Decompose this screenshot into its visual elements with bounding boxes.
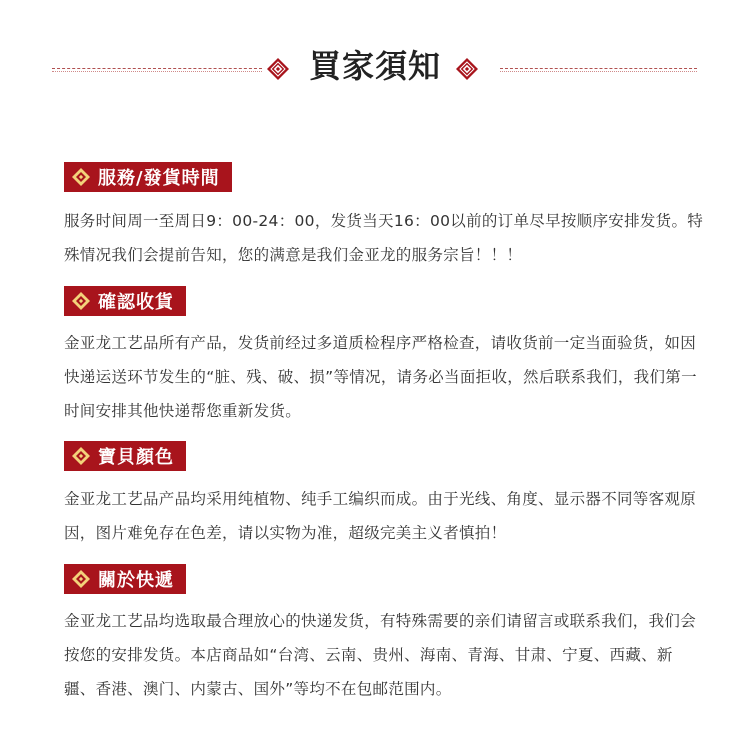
divider-right bbox=[500, 68, 697, 69]
section-title-label: 寶貝顏色 bbox=[98, 447, 174, 468]
diamond-emblem-icon bbox=[456, 58, 478, 80]
section-title-shipping-time bbox=[64, 162, 232, 192]
divider-left bbox=[52, 68, 262, 69]
section-title-item-color bbox=[64, 441, 186, 471]
diamond-tag-icon bbox=[72, 570, 90, 588]
section-title-label: 服務/發貨時間 bbox=[98, 168, 220, 189]
diamond-tag-icon bbox=[72, 447, 90, 465]
section-body-confirm-receipt: 金亚龙工艺品所有产品，发货前经过多道质检程序严格检查，请收货前一定当面验货，如因快递运送环节发生的“脏、残、破、损”等情况，请务必当面拒收，然后联系我们，我们第一时间安排其他快递帮您重新发货。 bbox=[64, 334, 697, 420]
diamond-tag-icon bbox=[72, 168, 90, 186]
section-body-shipping-time: 服务时间周一至周日9：00-24：00，发货当天16：00以前的订单尽早按顺序安排发货。特殊情况我们会提前告知，您的满意是我们金亚龙的服务宗旨！！！ bbox=[64, 212, 704, 264]
section-title-label: 關於快遞 bbox=[98, 570, 174, 591]
page-header bbox=[0, 40, 750, 100]
diamond-tag-icon bbox=[72, 292, 90, 310]
section-title-delivery bbox=[64, 564, 186, 594]
section-body-delivery: 金亚龙工艺品均选取最合理放心的快递发货，有特殊需要的亲们请留言或联系我们，我们会按您的安排发货。本店商品如“台湾、云南、贵州、海南、青海、甘肃、宁夏、西藏、新疆、香港、澳门、内蒙古、国外”等均不在包邮范围内。 bbox=[64, 612, 697, 698]
section-body-item-color: 金亚龙工艺品产品均采用纯植物、纯手工编织而成。由于光线、角度、显示器不同等客观原因，图片难免存在色差，请以实物为准，超级完美主义者慎拍！ bbox=[64, 490, 697, 542]
section-title-confirm-receipt bbox=[64, 286, 186, 316]
section-title-label: 確認收貨 bbox=[98, 292, 174, 313]
page-title: 買家須知 bbox=[308, 47, 441, 85]
diamond-emblem-icon bbox=[267, 58, 289, 80]
